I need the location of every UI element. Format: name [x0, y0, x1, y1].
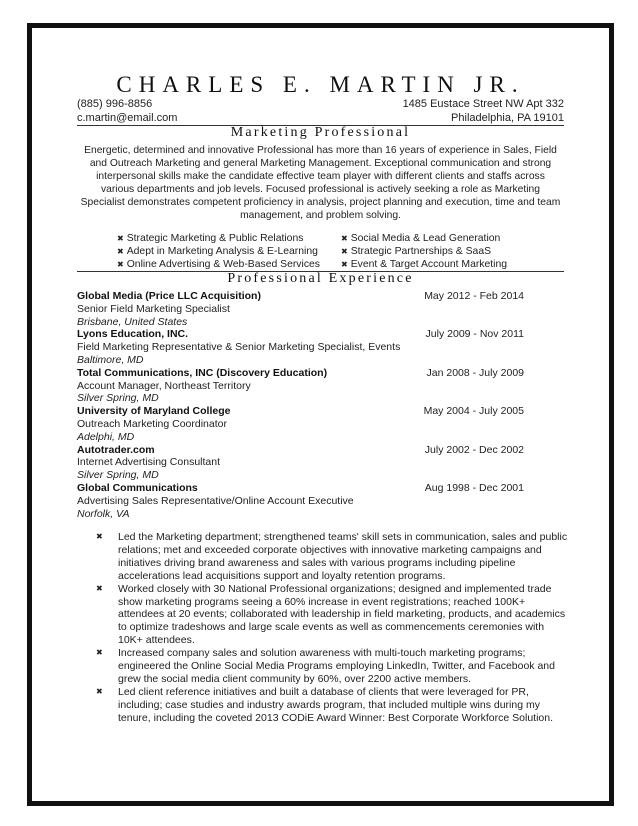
achievement-item	[92, 647, 569, 686]
achievements-list	[92, 531, 569, 725]
job-entry	[77, 405, 564, 443]
job-entry	[77, 367, 564, 405]
professional-summary: Energetic, determined and innovative Professional has more than 16 years of experience in Sales, Field and Outreach Marketing and general Marketing Management. Exceptional communication and strong interpersonal skills make the candidate effective team player with different clients and staffs across various departments and job levels. Focused professional is actively seeking a role as Marketing Specialist demonstrates competent proficiency in analysis, project planning and execution, time and team management, and problem solving.	[80, 145, 561, 222]
professional-title: Marketing Professional	[230, 125, 411, 140]
skill-item: ✖ Online Advertising & Web-Based Services	[117, 259, 320, 270]
skill-item: ✖ Event & Target Account Marketing	[341, 259, 508, 270]
bullet-x-icon: ✖	[96, 583, 103, 593]
skill-item: ✖ Social Media & Lead Generation	[341, 233, 501, 244]
achievement-item	[92, 531, 569, 583]
achievement-item	[92, 686, 569, 725]
job-role: Field Marketing Representative & Senior Marketing Specialist, Events	[77, 341, 401, 354]
bullet-x-icon: ✖	[117, 260, 124, 269]
job-location: Brisbane, United States	[77, 315, 188, 328]
bullet-x-icon: ✖	[96, 686, 103, 696]
street-address: 1485 Eustace Street NW Apt 332	[402, 98, 564, 110]
job-dates: July 2009 - Nov 2011	[425, 328, 524, 341]
company-name: Global Media (Price LLC Acquisition)	[77, 290, 261, 302]
experience-list	[77, 290, 564, 520]
job-dates: Aug 1998 - Dec 2001	[424, 481, 524, 494]
job-role: Internet Advertising Consultant	[77, 456, 221, 469]
skills-column-left	[117, 232, 320, 271]
achievement-text: Led client reference initiatives and built a database of clients that were leveraged for PR, including; case studies and industry awards program, that included multiple wins during my tenure, including the coveted 2013 CODiE Award Winner: Best Corporate Workforce Solution.	[118, 685, 554, 724]
achievement-item	[92, 583, 569, 648]
achievement-text: Increased company sales and solution awareness with multi-touch marketing programs; engineered the Online Social Media Programs employing LinkedIn, Twitter, and Facebook and grew the social media client community by 60%, over 2200 active members.	[118, 647, 555, 685]
bullet-x-icon: ✖	[341, 234, 348, 243]
skill-item: ✖ Strategic Partnerships & SaaS	[341, 246, 492, 257]
company-name: University of Maryland College	[77, 405, 231, 418]
bullet-x-icon: ✖	[117, 247, 124, 256]
job-role: Account Manager, Northeast Territory	[77, 379, 251, 392]
job-entry	[77, 444, 564, 482]
job-dates: May 2004 - July 2005	[423, 405, 524, 418]
job-location: Norfolk, VA	[77, 507, 130, 520]
email-address: c.martin@email.com	[77, 112, 178, 124]
bullet-x-icon: ✖	[96, 648, 103, 658]
resume-page	[27, 23, 614, 806]
job-location: Silver Spring, MD	[77, 469, 159, 482]
contact-row-1	[77, 98, 564, 110]
candidate-name: CHARLES E. MARTIN JR.	[116, 72, 525, 97]
company-name: Lyons Education, INC.	[77, 328, 189, 341]
contact-row-2	[77, 112, 564, 124]
skills-column-right	[341, 232, 507, 271]
company-name: Total Communications, INC (Discovery Education)	[77, 366, 328, 379]
bullet-x-icon: ✖	[341, 247, 348, 256]
job-location: Silver Spring, MD	[77, 392, 159, 405]
skill-item: ✖ Strategic Marketing & Public Relations	[117, 233, 304, 244]
city-state-zip: Philadelphia, PA 19101	[451, 112, 564, 124]
job-entry	[77, 290, 564, 328]
job-dates: Jan 2008 - July 2009	[426, 366, 524, 379]
job-location: Adelphi, MD	[77, 430, 135, 443]
job-dates: July 2002 - Dec 2002	[424, 443, 524, 456]
job-entry	[77, 328, 564, 366]
experience-heading: Professional Experience	[227, 271, 414, 286]
company-name: Autotrader.com	[77, 443, 155, 456]
job-dates: May 2012 - Feb 2014	[424, 290, 524, 302]
achievement-text: Worked closely with 30 National Professional organizations; designed and implemented trade show marketing programs seeing a 60% increase in event registrations; reached 100K+ attendees at 20 events; collaborated with leadership in field marketing, products, and academics to optimize tradeshows and large scale events as well as commencements ceremonies with 10K+ attendees.	[118, 582, 566, 647]
skill-item: ✖ Adept in Marketing Analysis & E-Learning	[117, 246, 318, 257]
job-role: Outreach Marketing Coordinator	[77, 417, 227, 430]
job-entry	[77, 482, 564, 520]
bullet-x-icon: ✖	[117, 234, 124, 243]
company-name: Global Communications	[77, 481, 198, 494]
job-role: Advertising Sales Representative/Online Account Executive	[77, 494, 354, 507]
phone-number: (885) 996-8856	[77, 98, 153, 110]
bullet-x-icon: ✖	[96, 532, 103, 541]
job-location: Baltimore, MD	[77, 353, 144, 366]
job-role: Senior Field Marketing Specialist	[77, 302, 230, 315]
bullet-x-icon: ✖	[341, 260, 348, 269]
achievement-text: Led the Marketing department; strengthened teams' skill sets in communication, sales and public relations; met and exceeded corporate objectives with innovative marketing campaigns and initiatives driving brand awareness and sales with various programs including pipeline accelerations lead acquisitions support and loyalty retention programs.	[118, 531, 568, 582]
